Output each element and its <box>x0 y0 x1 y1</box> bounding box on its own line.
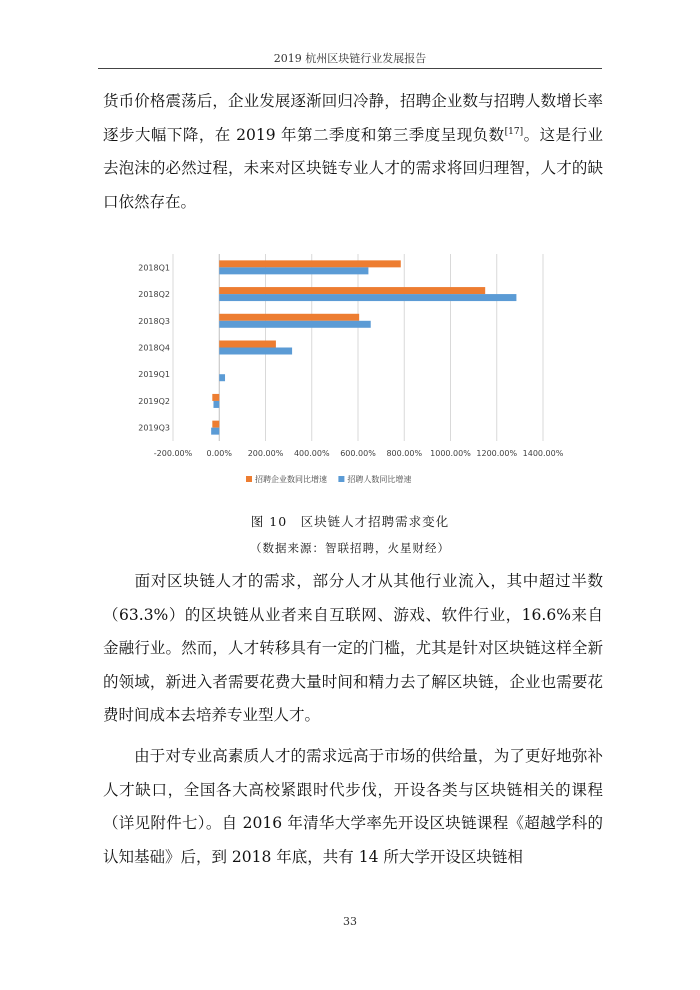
citation-ref[interactable]: [17] <box>504 126 524 137</box>
legend-swatch <box>338 476 344 482</box>
bar-people <box>219 321 370 328</box>
bar-chart-svg <box>118 246 588 498</box>
chart-x-tick-labels <box>154 449 564 458</box>
x-tick-label: 600.00% <box>340 449 376 458</box>
x-tick-label: 800.00% <box>386 449 423 458</box>
paragraph-2 <box>103 565 603 733</box>
category-label: 2018Q3 <box>138 316 170 326</box>
category-label: 2018Q4 <box>138 343 170 353</box>
x-tick-label: -200.00% <box>153 449 193 458</box>
bar-enterprises <box>212 421 219 428</box>
category-label: 2019Q1 <box>138 370 170 380</box>
category-label: 2019Q2 <box>138 396 170 406</box>
figure-caption: 图 10 区块链人才招聘需求变化 <box>250 514 450 529</box>
x-tick-label: 1200.00% <box>476 449 518 458</box>
bar-enterprises <box>219 287 485 294</box>
chart-bars <box>211 260 516 434</box>
figure-source: （数据来源：智联招聘，火星财经） <box>250 541 450 555</box>
bar-people <box>219 374 225 381</box>
category-label: 2019Q3 <box>138 423 170 433</box>
x-tick-label: 400.00% <box>293 449 330 458</box>
paragraph-3 <box>103 740 603 874</box>
category-label: 2018Q2 <box>138 290 170 300</box>
legend-label: 招聘企业数同比增速 <box>255 475 327 484</box>
paragraph-3-text: 由于对专业高素质人才的需求远高于市场的供给量，为了更好地弥补人才缺口，全国各大高校紧跟时代步伐，开设各类与区块链相关的课程（详见附件七）。自 2016 年清华大学率先开设区块链课程《超越学科的认知基础》后，到 2018 年底，共有 14 所大学开设区块链相 <box>103 747 603 866</box>
paragraph-1-tail: 。这是行业去泡沫的必然过程，未来对区块链专业人才的需求将回归理智，人才的缺口依然存在。 <box>103 125 603 211</box>
chart-legend <box>246 474 411 484</box>
bar-enterprises <box>219 260 401 267</box>
bar-enterprises <box>212 394 219 401</box>
x-tick-label: 1400.00% <box>522 449 564 458</box>
bar-people <box>213 401 219 408</box>
bar-people <box>211 428 219 435</box>
legend-label: 招聘人数同比增速 <box>347 475 412 484</box>
running-header: 2019 杭州区块链行业发展报告 <box>273 52 427 65</box>
header-rule <box>98 68 602 69</box>
bar-enterprises <box>219 341 276 348</box>
x-tick-label: 1000.00% <box>430 449 471 458</box>
paragraph-2-text: 面对区块链人才的需求，部分人才从其他行业流入，其中超过半数（63.3%）的区块链从业者来自互联网、游戏、软件行业，16.6%来自金融行业。然而，人才转移具有一定的门槛，尤其是针对区块链这样全新的领域，新进入者需要花费大量时间和精力去了解区块链，企业也需要花费时间成本去培养专业型人才。 <box>103 572 603 724</box>
paragraph-1-text: 货币价格震荡后，企业发展逐渐回归冷静，招聘企业数与招聘人数增长率逐步大幅下降，在 2019 年第二季度和第三季度呈现负数 <box>103 92 603 144</box>
bar-chart <box>118 246 588 498</box>
legend-swatch <box>246 476 252 482</box>
bar-people <box>219 348 292 355</box>
x-tick-label: 0.00% <box>206 449 232 458</box>
bar-people <box>219 267 368 274</box>
bar-enterprises <box>219 314 359 321</box>
x-tick-label: 200.00% <box>247 449 284 458</box>
page-number: 33 <box>343 915 357 928</box>
category-label: 2018Q1 <box>138 263 170 273</box>
bar-people <box>219 294 516 301</box>
chart-category-labels <box>138 263 170 432</box>
paragraph-1 <box>103 85 603 219</box>
